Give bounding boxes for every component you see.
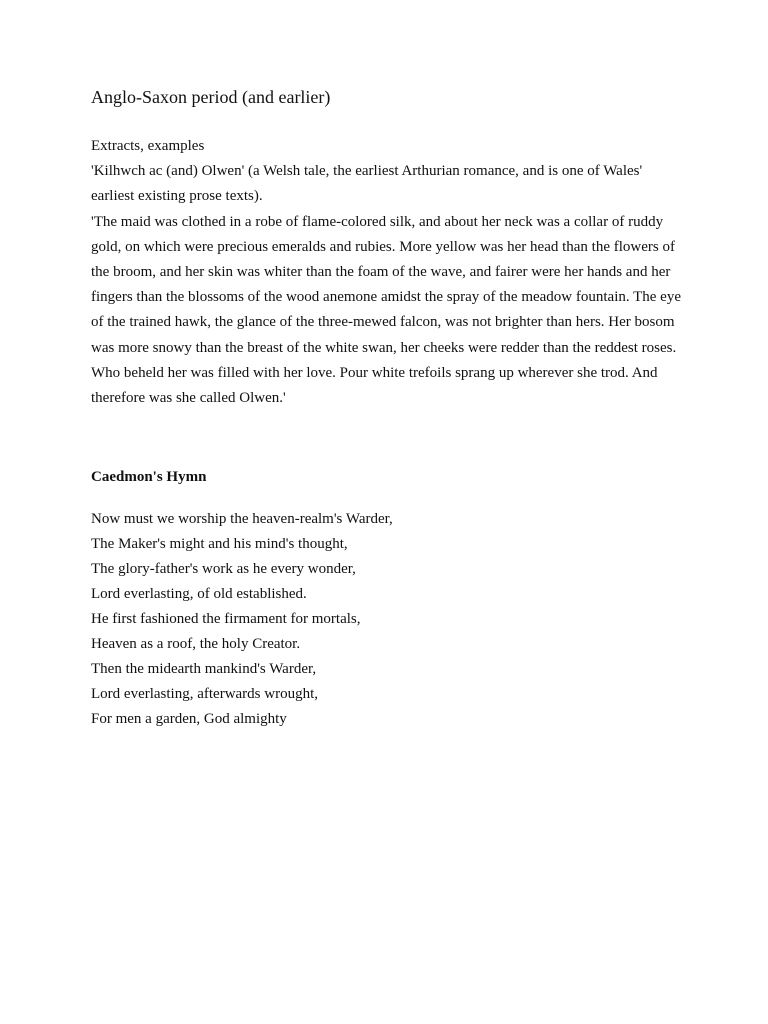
poem-line: Then the midearth mankind's Warder, <box>91 661 317 677</box>
intro-section <box>91 134 681 411</box>
poem-line: Now must we worship the heaven-realm's Warder, <box>91 511 393 527</box>
poem-line: The glory-father's work as he every wonder, <box>91 561 356 577</box>
poem-line: Lord everlasting, afterwards wrought, <box>91 686 319 702</box>
poem-line: For men a garden, God almighty <box>91 711 287 727</box>
poem-line: He first fashioned the firmament for mortals, <box>91 611 361 627</box>
intro-label: Extracts, examples <box>91 138 205 154</box>
poem-line: Heaven as a roof, the holy Creator. <box>91 636 301 652</box>
poem-line: Lord everlasting, of old established. <box>91 586 307 602</box>
olwen-quote: 'The maid was clothed in a robe of flame-colored silk, and about her neck was a collar of ruddy gold, on which were precious emeralds and rubies. More yellow was her head than the flowers of the broom, and her skin was whiter than the foam of the wave, and fairer were her hands and her fingers than the blossoms of the wood anemone amidst the spray of the meadow fountain. The eye of the trained hawk, the glance of the three-mewed falcon, was not brighter than hers. Her bosom was more snowy than the breast of the white swan, her cheeks were redder than the reddest roses. Who beheld her was filled with her love. Pour white trefoils sprang up wherever she trod. And therefore was she called Olwen.' <box>91 213 681 407</box>
page-title: Anglo-Saxon period (and earlier) <box>91 87 331 107</box>
hymn-poem <box>91 507 393 732</box>
source-citation: 'Kilhwch ac (and) Olwen' (a Welsh tale, the earliest Arthurian romance, and is one of Wales' earliest existing prose texts). <box>91 163 643 205</box>
hymn-heading: Caedmon's Hymn <box>91 469 207 485</box>
poem-line: The Maker's might and his mind's thought, <box>91 536 348 552</box>
